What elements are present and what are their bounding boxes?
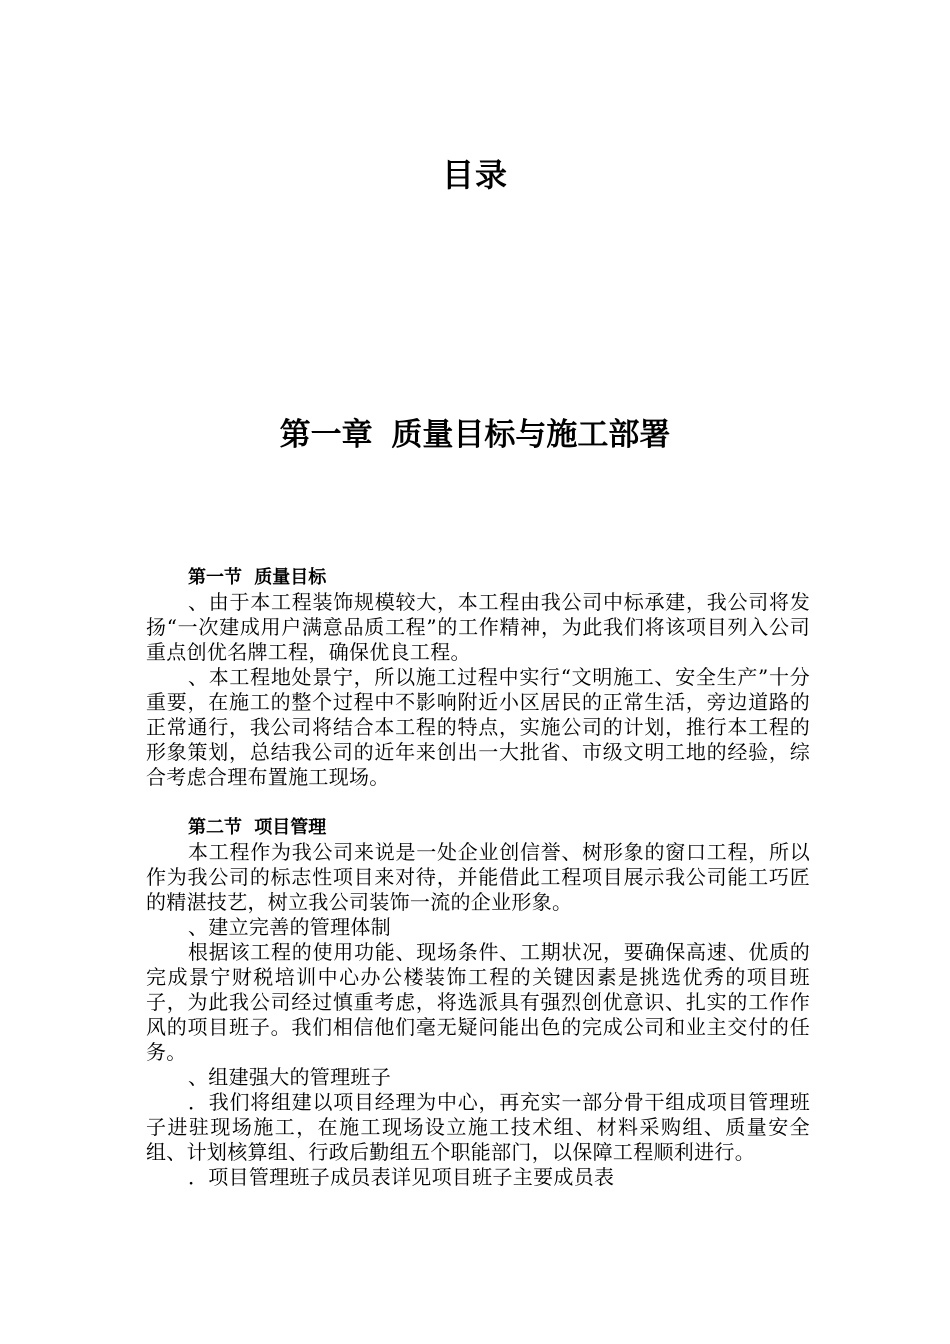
paragraph: 根据该工程的使用功能、现场条件、工期状况，要确保高速、优质的完成景宁财税培训中心办公楼装饰工程的关键因素是挑选优秀的项目班子，为此我公司经过慎重考虑，将选派具有强烈创优意识、扎实的工作作风的项目班子。我们相信他们毫无疑问能出色的完成公司和业主交付的任务。 (146, 940, 810, 1064)
section-spacer (146, 790, 810, 815)
section-project-management (146, 815, 810, 1190)
paragraph: ．我们将组建以项目经理为中心，再充实一部分骨干组成项目管理班子进驻现场施工，在施工现场设立施工技术组、材料采购组、质量安全组、计划核算组、行政后勤组五个职能部门，以保障工程顺利进行。 (146, 1090, 810, 1164)
toc-title: 目录 (441, 156, 508, 194)
chapter-title: 第一章 质量目标与施工部署 (279, 417, 671, 453)
section-heading: 第二节 项目管理 (188, 817, 327, 838)
section-heading: 第一节 质量目标 (188, 567, 327, 588)
paragraph: 、本工程地处景宁，所以施工过程中实行“文明施工、安全生产”十分重要，在施工的整个过程中不影响附近小区居民的正常生活，旁边道路的正常通行，我公司将结合本工程的特点，实施公司的计划，推行本工程的形象策划，总结我公司的近年来创出一大批省、市级文明工地的经验，综合考虑合理布置施工现场。 (146, 665, 810, 789)
subheading-paragraph: 、组建强大的管理班子 (188, 1065, 391, 1089)
paragraph: 本工程作为我公司来说是一处企业创信誉、树形象的窗口工程，所以作为我公司的标志性项目来对待，并能借此工程项目展示我公司能工巧匠的精湛技艺，树立我公司装饰一流的企业形象。 (146, 840, 810, 914)
subheading-paragraph: 、建立完善的管理体制 (188, 915, 391, 939)
section-quality-goals (146, 565, 810, 790)
document-body (146, 565, 810, 1190)
paragraph: ．项目管理班子成员表详见项目班子主要成员表 (188, 1165, 615, 1189)
paragraph: 、由于本工程装饰规模较大，本工程由我公司中标承建，我公司将发扬“一次建成用户满意品质工程”的工作精神，为此我们将该项目列入公司重点创优名牌工程，确保优良工程。 (146, 590, 810, 664)
